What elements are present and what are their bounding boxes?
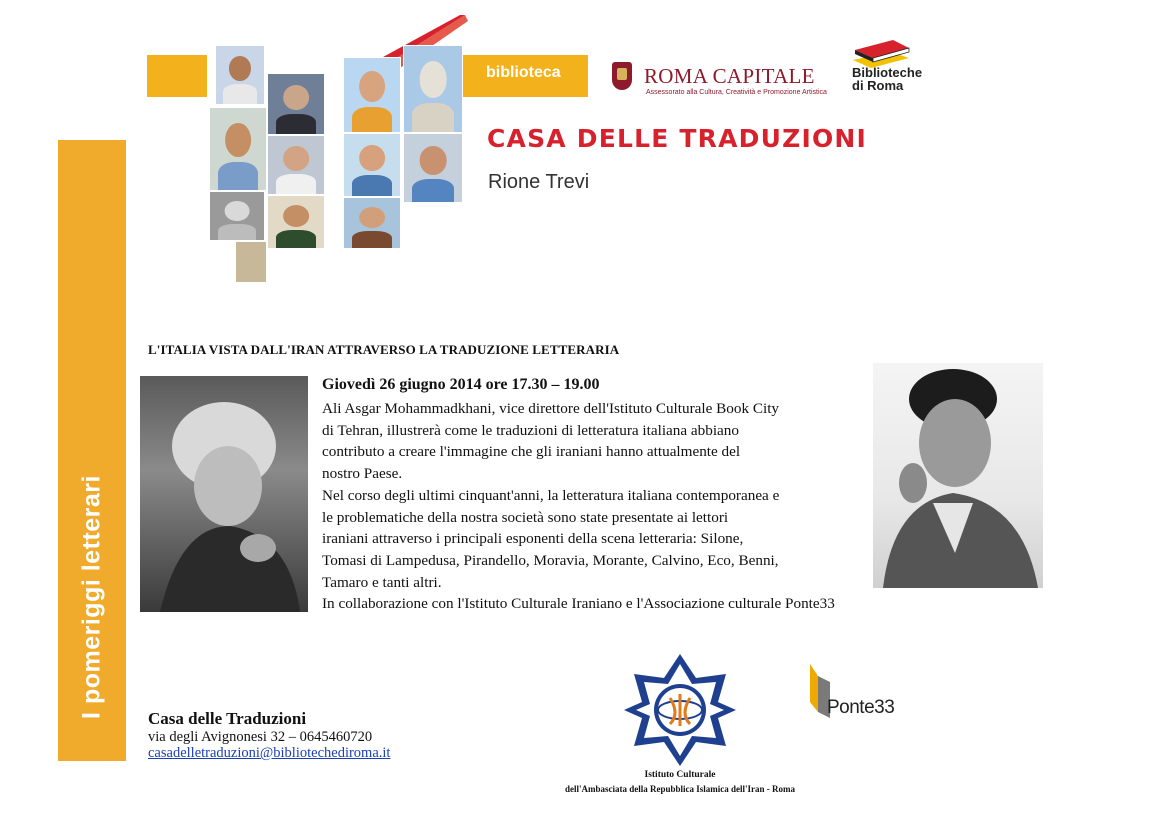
event-heading: L'ITALIA VISTA DALL'IRAN ATTRAVERSO LA TRADUZIONE LETTERARIA (148, 342, 620, 357)
collage-tile (403, 133, 463, 203)
event-line: Tamaro e tanti altri. (322, 573, 442, 591)
footer-email-link[interactable]: casadelletraduzioni@bibliotechediroma.it (148, 745, 391, 761)
collage-tile (215, 45, 265, 105)
event-line: Ali Asgar Mohammadkhani, vice direttore dell'Istituto Culturale Book City (322, 400, 780, 417)
side-banner (58, 140, 126, 761)
biblioteche-di-roma-logo (852, 66, 962, 92)
event-line: le problematiche della nostra società sono state presentate ai lettori (322, 508, 729, 526)
collage-tile (267, 195, 325, 249)
side-banner-text: I pomeriggi letterari (77, 475, 106, 719)
istituto-culturale-emblem-icon (622, 652, 738, 768)
event-line: In collaborazione con l'Istituto Culturale Iraniano e l'Associazione culturale Ponte33 (322, 595, 835, 613)
biblioteche-line1: Biblioteche (852, 65, 923, 80)
header-stripe-left (147, 55, 207, 97)
collage-tile (209, 107, 267, 191)
photo-collage (205, 35, 465, 285)
collage-tile (267, 73, 325, 135)
casa-delle-traduzioni-title: CASA DELLE TRADUZIONI (487, 124, 868, 153)
casa-subtitle: Rione Trevi (488, 171, 590, 193)
event-line: Nel corso degli ultimi cinquant'anni, la letteratura italiana contemporanea e (322, 486, 780, 504)
istituto-ambasciata-caption: dell'Ambasciata della Repubblica Islamica dell'Iran - Roma (564, 784, 795, 794)
author-photo-right (873, 363, 1043, 588)
event-line: contributo a creare l'immagine che gli iraniani hanno attualmente del (322, 443, 741, 461)
event-description (322, 398, 882, 615)
roma-capitale-title: ROMA CAPITALE (644, 64, 815, 88)
event-date: Giovedì 26 giugno 2014 ore 17.30 – 19.00 (322, 376, 600, 393)
ponte33-name: Ponte33 (827, 697, 895, 718)
biblioteca-label: biblioteca (486, 64, 561, 81)
roma-crest-icon (612, 62, 632, 90)
footer-venue-name: Casa delle Traduzioni (148, 709, 307, 728)
collage-tile (343, 133, 401, 197)
event-line: di Tehran, illustrerà come le traduzioni di letteratura italiana abbiano (322, 421, 739, 439)
collage-tile (343, 197, 401, 249)
footer-address: via degli Avignonesi 32 – 0645460720 (148, 729, 373, 745)
event-line: Tomasi di Lampedusa, Pirandello, Moravia, Morante, Calvino, Eco, Benni, (322, 551, 779, 569)
collage-tile (267, 135, 325, 195)
collage-tile (235, 241, 267, 283)
author-photo-left (140, 376, 308, 612)
collage-tile (343, 57, 401, 133)
collage-tile (403, 45, 463, 133)
istituto-caption: Istituto Culturale (644, 770, 716, 780)
biblioteche-line2: di Roma (852, 78, 904, 93)
event-line: iraniani attraverso i principali esponenti della scena letteraria: Silone, (322, 530, 744, 548)
collage-tile (209, 191, 265, 241)
event-line: nostro Paese. (322, 465, 403, 483)
roma-capitale-subtitle: Assessorato alla Cultura, Creatività e Promozione Artistica (646, 89, 827, 96)
